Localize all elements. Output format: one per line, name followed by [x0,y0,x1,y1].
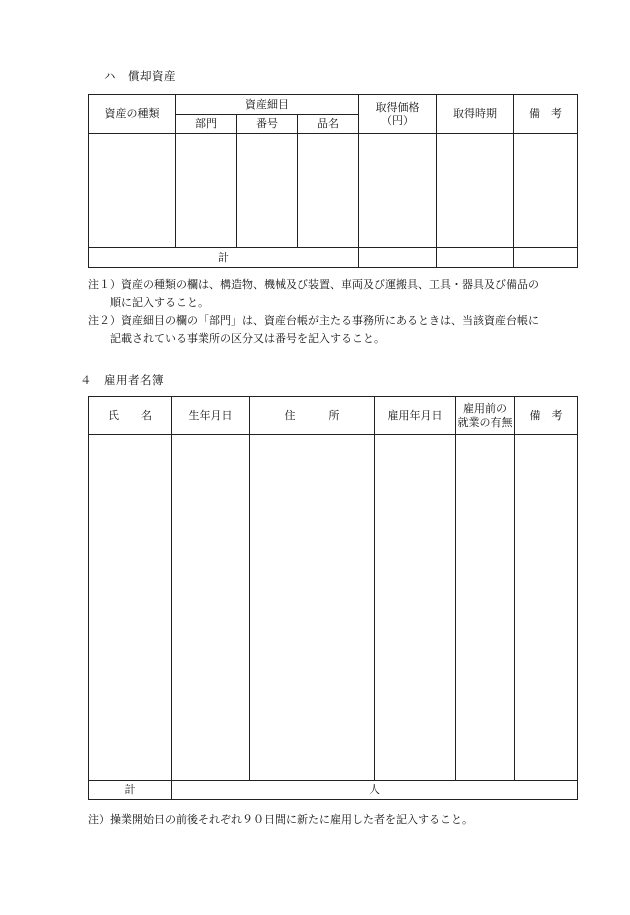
roster-total-label: 計 [89,781,172,800]
note1-line2: 順に記入すること。 [110,296,209,309]
total-date-cell[interactable] [437,248,514,268]
header-birth-date: 生年月日 [172,397,250,435]
total-remarks-cell[interactable] [514,248,578,268]
cell-remarks[interactable] [514,134,578,248]
roster-total-unit: 人 [172,781,578,800]
cell-name[interactable] [89,435,172,781]
cell-asset-type[interactable] [89,134,176,248]
price-label: 取得価格 [375,100,420,114]
note2-line2: 記載されている事業所の区分又は番号を記入すること。 [110,332,385,345]
prior-line2: 就業の有無 [457,415,513,429]
price-unit: （円） [381,114,414,127]
header-remarks: 備 考 [514,95,578,134]
header-asset-type: 資産の種類 [89,95,176,134]
note1-line1: 注１）資産の種類の欄は、構造物、機械及び装置、車両及び運搬具、工具・器具及び備品の [88,278,539,291]
header-acquisition-price [359,95,437,134]
cell-department[interactable] [176,134,237,248]
employee-roster-table [88,396,578,800]
cell-remarks-4[interactable] [515,435,578,781]
cell-address[interactable] [250,435,375,781]
total-label: 計 [89,248,359,268]
cell-acquisition-date[interactable] [437,134,514,248]
header-prior-employment [456,397,515,435]
cell-number[interactable] [237,134,298,248]
header-remarks-4: 備 考 [515,397,578,435]
cell-acquisition-price[interactable] [359,134,437,248]
header-department: 部門 [176,115,237,134]
cell-item-name[interactable] [298,134,359,248]
header-item-name: 品名 [298,115,359,134]
header-number: 番号 [237,115,298,134]
section-ha-notes [88,276,588,348]
depreciable-assets-table [88,94,578,268]
header-name: 氏 名 [89,397,172,435]
prior-line1: 雇用前の [463,402,507,416]
section-4-title: ４ 雇用者名簿 [80,373,164,387]
note2-line1: 注２）資産細目の欄の「部門」は、資産台帳が主たる事務所にあるときは、当該資産台帳に [88,314,539,327]
cell-prior-employment[interactable] [456,435,515,781]
header-hire-date: 雇用年月日 [375,397,456,435]
section-ha-title: ハ 償却資産 [104,69,176,83]
cell-hire-date[interactable] [375,435,456,781]
header-address: 住 所 [250,397,375,435]
total-price-cell[interactable] [359,248,437,268]
header-asset-detail: 資産細目 [176,95,359,115]
section-4-note: 注）操業開始日の前後それぞれ９０日間に新たに雇用した者を記入すること。 [88,813,473,826]
cell-birth-date[interactable] [172,435,250,781]
header-acquisition-date: 取得時期 [437,95,514,134]
